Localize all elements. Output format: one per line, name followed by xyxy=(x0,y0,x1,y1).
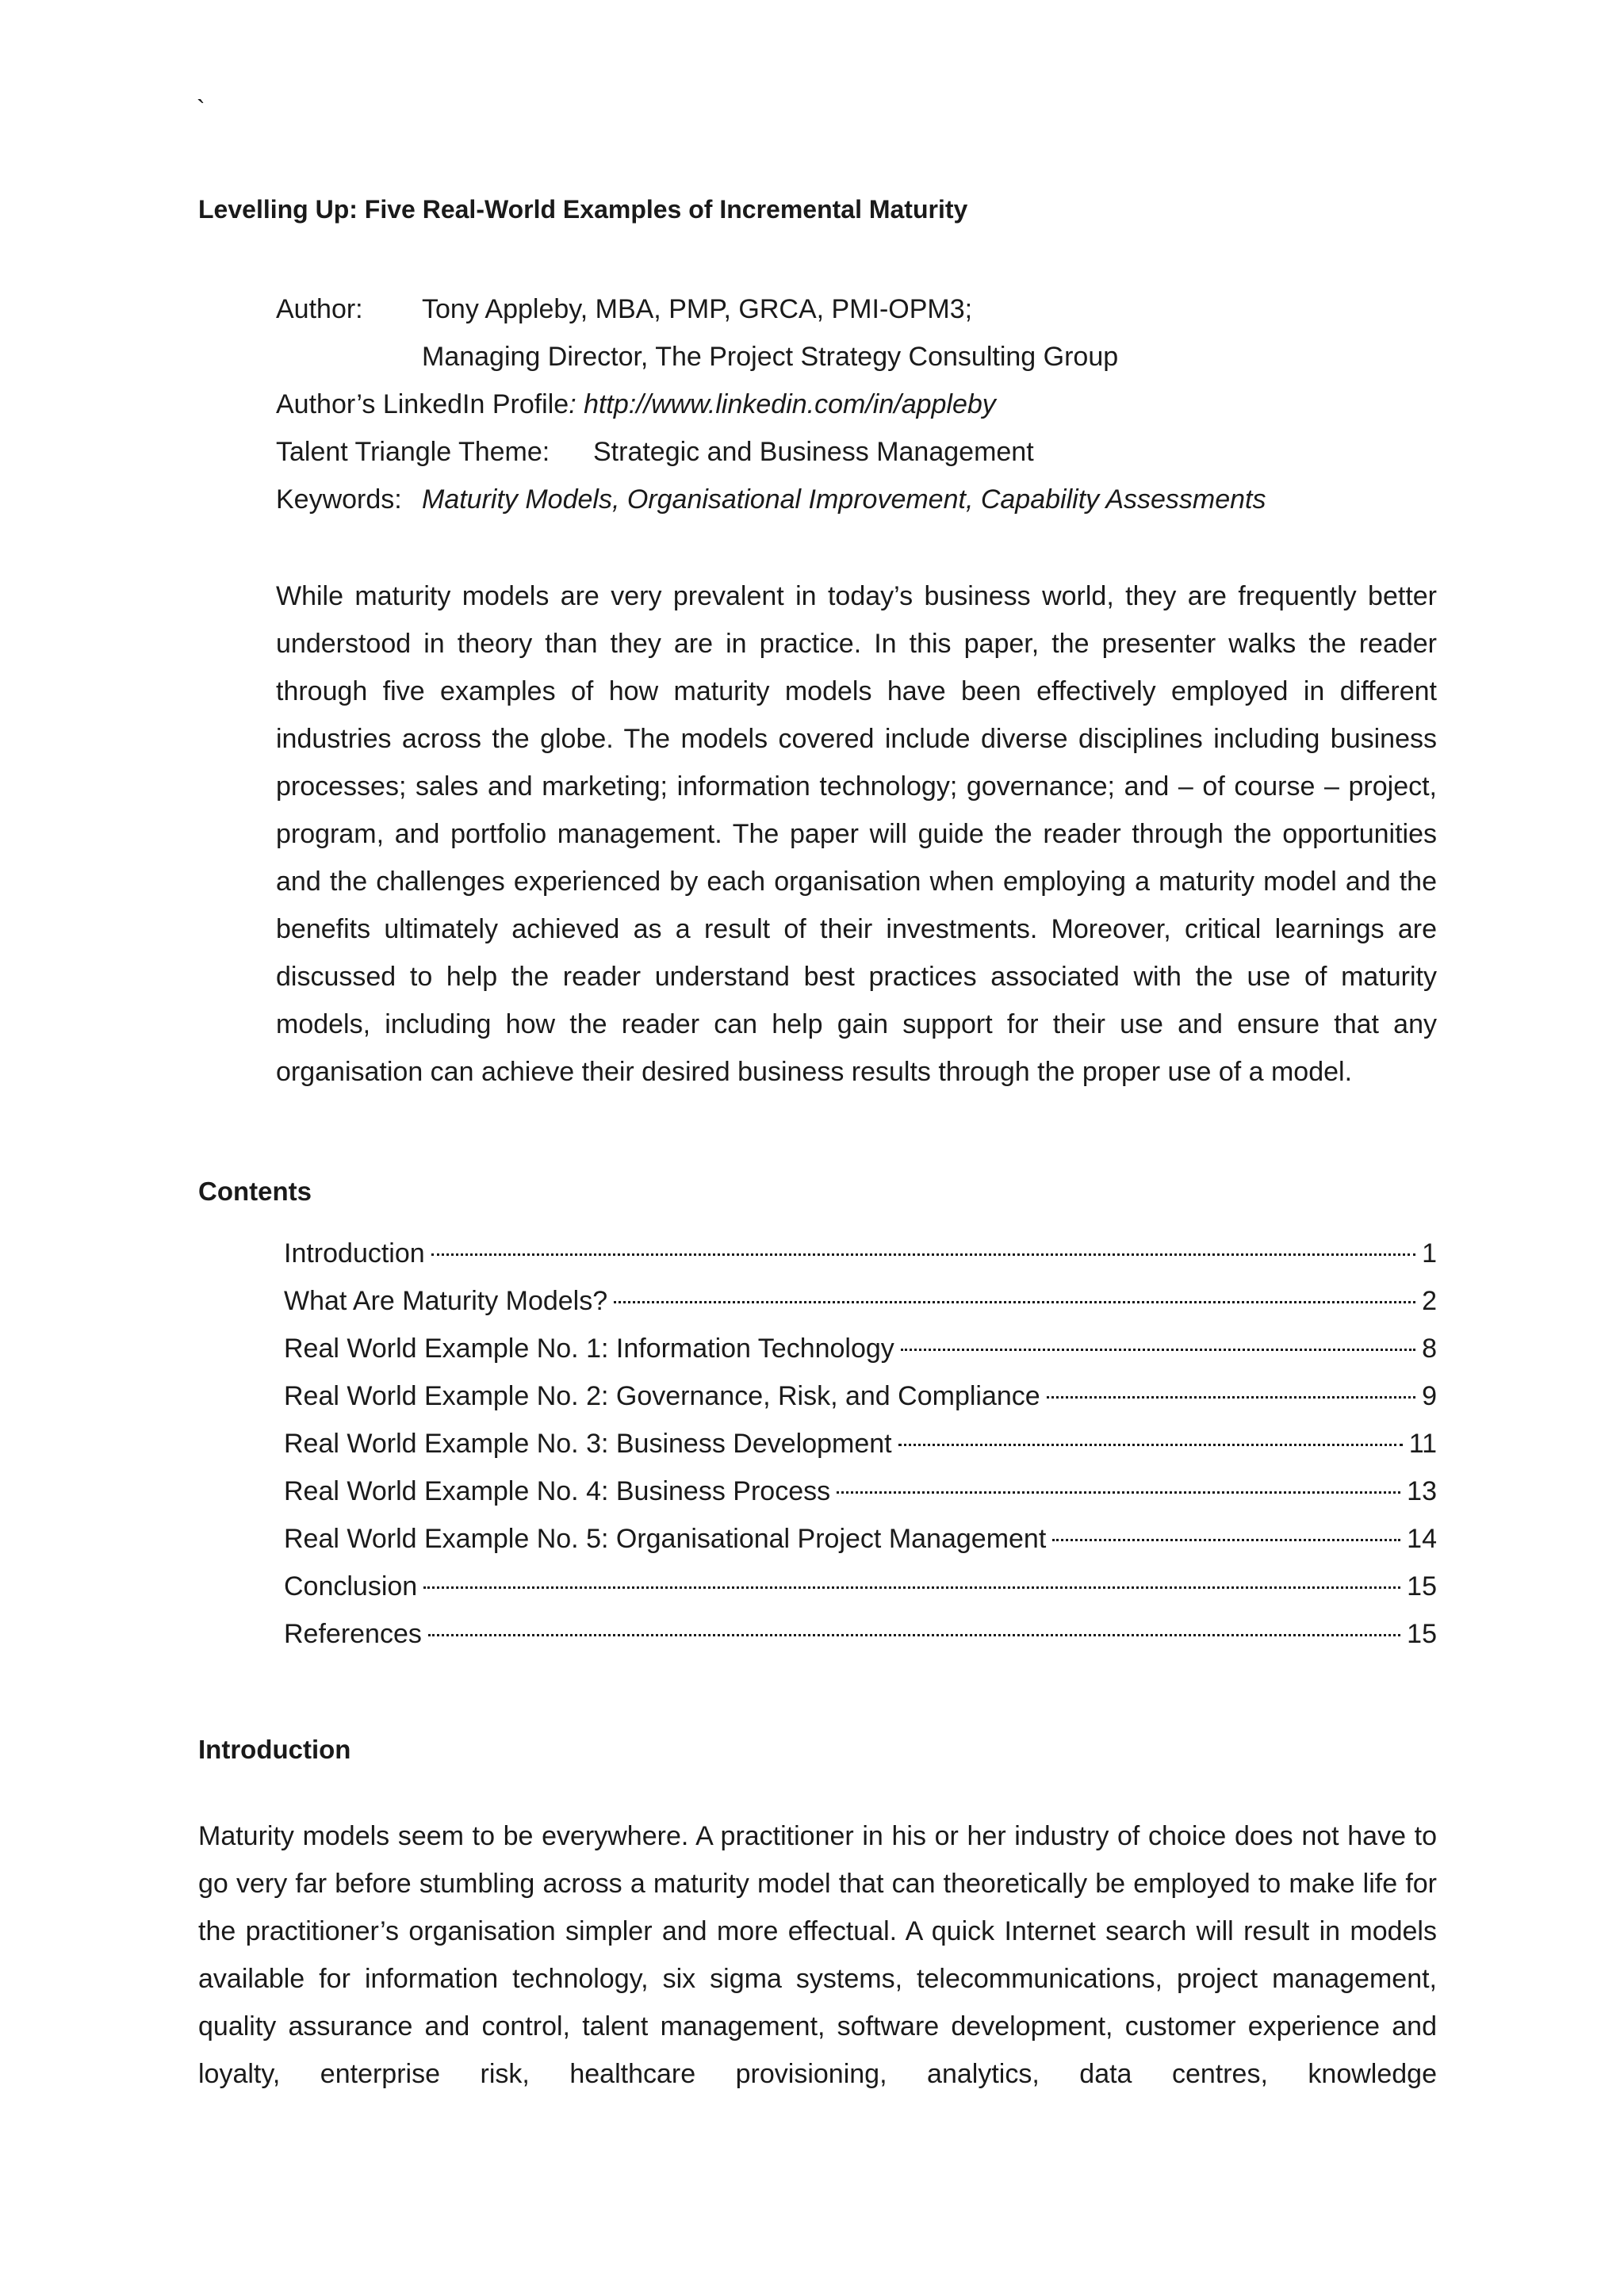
toc-entry-title: References xyxy=(284,1619,422,1649)
toc-entry-title: What Are Maturity Models? xyxy=(284,1286,608,1316)
author-label: Author: xyxy=(276,294,363,324)
linkedin-label: Author’s LinkedIn Profile xyxy=(276,389,569,419)
document-title: Levelling Up: Five Real-World Examples of Incremental Maturity xyxy=(198,195,968,224)
toc-entry-page: 13 xyxy=(1407,1476,1437,1506)
toc-entry-page: 2 xyxy=(1422,1286,1437,1316)
contents-heading: Contents xyxy=(198,1177,312,1206)
toc-entry-page: 15 xyxy=(1407,1619,1437,1649)
theme-label: Talent Triangle Theme: xyxy=(276,437,550,467)
linkedin-link[interactable]: : http://www.linkedin.com/in/appleby xyxy=(569,389,996,419)
table-of-contents xyxy=(284,1238,1437,1667)
toc-dot-leader xyxy=(1052,1539,1400,1541)
toc-entry-title: Conclusion xyxy=(284,1571,418,1601)
toc-entry[interactable] xyxy=(284,1286,1437,1334)
toc-entry-page: 9 xyxy=(1422,1381,1437,1411)
toc-entry-title: Real World Example No. 1: Information Technology xyxy=(284,1334,894,1364)
toc-entry-title: Real World Example No. 3: Business Development xyxy=(284,1429,892,1459)
toc-entry[interactable] xyxy=(284,1334,1437,1381)
toc-dot-leader xyxy=(1047,1396,1415,1399)
toc-dot-leader xyxy=(837,1491,1400,1494)
toc-entry[interactable] xyxy=(284,1571,1437,1619)
toc-entry-page: 15 xyxy=(1407,1571,1437,1601)
introduction-paragraph: Maturity models seem to be everywhere. A practitioner in his or her industry of choice does not have to go very far before stumbling across a maturity model that can theoretically be employed to make life for the practitioner’s organisation simpler and more effectual. A quick Internet search will result in models available for information technology, six sigma systems, telecommunications, project management, quality assurance and control, talent management, software development, customer experience and loyalty, enterprise risk, healthcare provisioning, analytics, data centres, knowledge xyxy=(198,1821,1437,2089)
toc-dot-leader xyxy=(898,1444,1403,1446)
toc-entry-page: 11 xyxy=(1408,1429,1437,1459)
toc-entry-title: Introduction xyxy=(284,1238,425,1269)
author-line-2: Managing Director, The Project Strategy Consulting Group xyxy=(422,342,1119,372)
toc-dot-leader xyxy=(614,1301,1415,1303)
toc-entry[interactable] xyxy=(284,1476,1437,1524)
toc-dot-leader xyxy=(431,1253,1415,1256)
introduction-heading: Introduction xyxy=(198,1735,351,1764)
toc-entry-page: 14 xyxy=(1407,1524,1437,1554)
toc-entry-title: Real World Example No. 5: Organisational Project Management xyxy=(284,1524,1047,1554)
toc-entry[interactable] xyxy=(284,1619,1437,1667)
toc-dot-leader xyxy=(423,1586,1400,1589)
theme-value: Strategic and Business Management xyxy=(593,437,1034,467)
toc-entry[interactable] xyxy=(284,1238,1437,1286)
toc-entry-page: 8 xyxy=(1422,1334,1437,1364)
abstract-paragraph: While maturity models are very prevalent in today’s business world, they are frequently better understood in theory than they are in practice. In this paper, the presenter walks the reader through five examples of how maturity models have been effectively employed in different industries across the globe. The models covered include diverse disciplines including business processes; sales and marketing; information technology; governance; and – of course – project, program, and portfolio management. The paper will guide the reader through the opportunities and the challenges experienced by each organisation when employing a maturity model and the benefits ultimately achieved as a result of their investments. Moreover, critical learnings are discussed to help the reader understand best practices associated with the use of maturity models, including how the reader can help gain support for their use and ensure that any organisation can achieve their desired business results through the proper use of a model. xyxy=(276,581,1437,1087)
toc-dot-leader xyxy=(901,1349,1415,1351)
toc-entry-page: 1 xyxy=(1422,1238,1437,1269)
keywords-value: Maturity Models, Organisational Improvement, Capability Assessments xyxy=(422,484,1266,515)
toc-entry[interactable] xyxy=(284,1524,1437,1571)
author-line-1: Tony Appleby, MBA, PMP, GRCA, PMI-OPM3; xyxy=(422,294,973,324)
keywords-label: Keywords: xyxy=(276,484,402,515)
stray-mark: ` xyxy=(197,95,205,124)
toc-entry[interactable] xyxy=(284,1429,1437,1476)
toc-entry[interactable] xyxy=(284,1381,1437,1429)
toc-dot-leader xyxy=(428,1634,1400,1636)
toc-entry-title: Real World Example No. 2: Governance, Risk, and Compliance xyxy=(284,1381,1040,1411)
toc-entry-title: Real World Example No. 4: Business Process xyxy=(284,1476,831,1506)
linkedin-line xyxy=(276,388,996,420)
